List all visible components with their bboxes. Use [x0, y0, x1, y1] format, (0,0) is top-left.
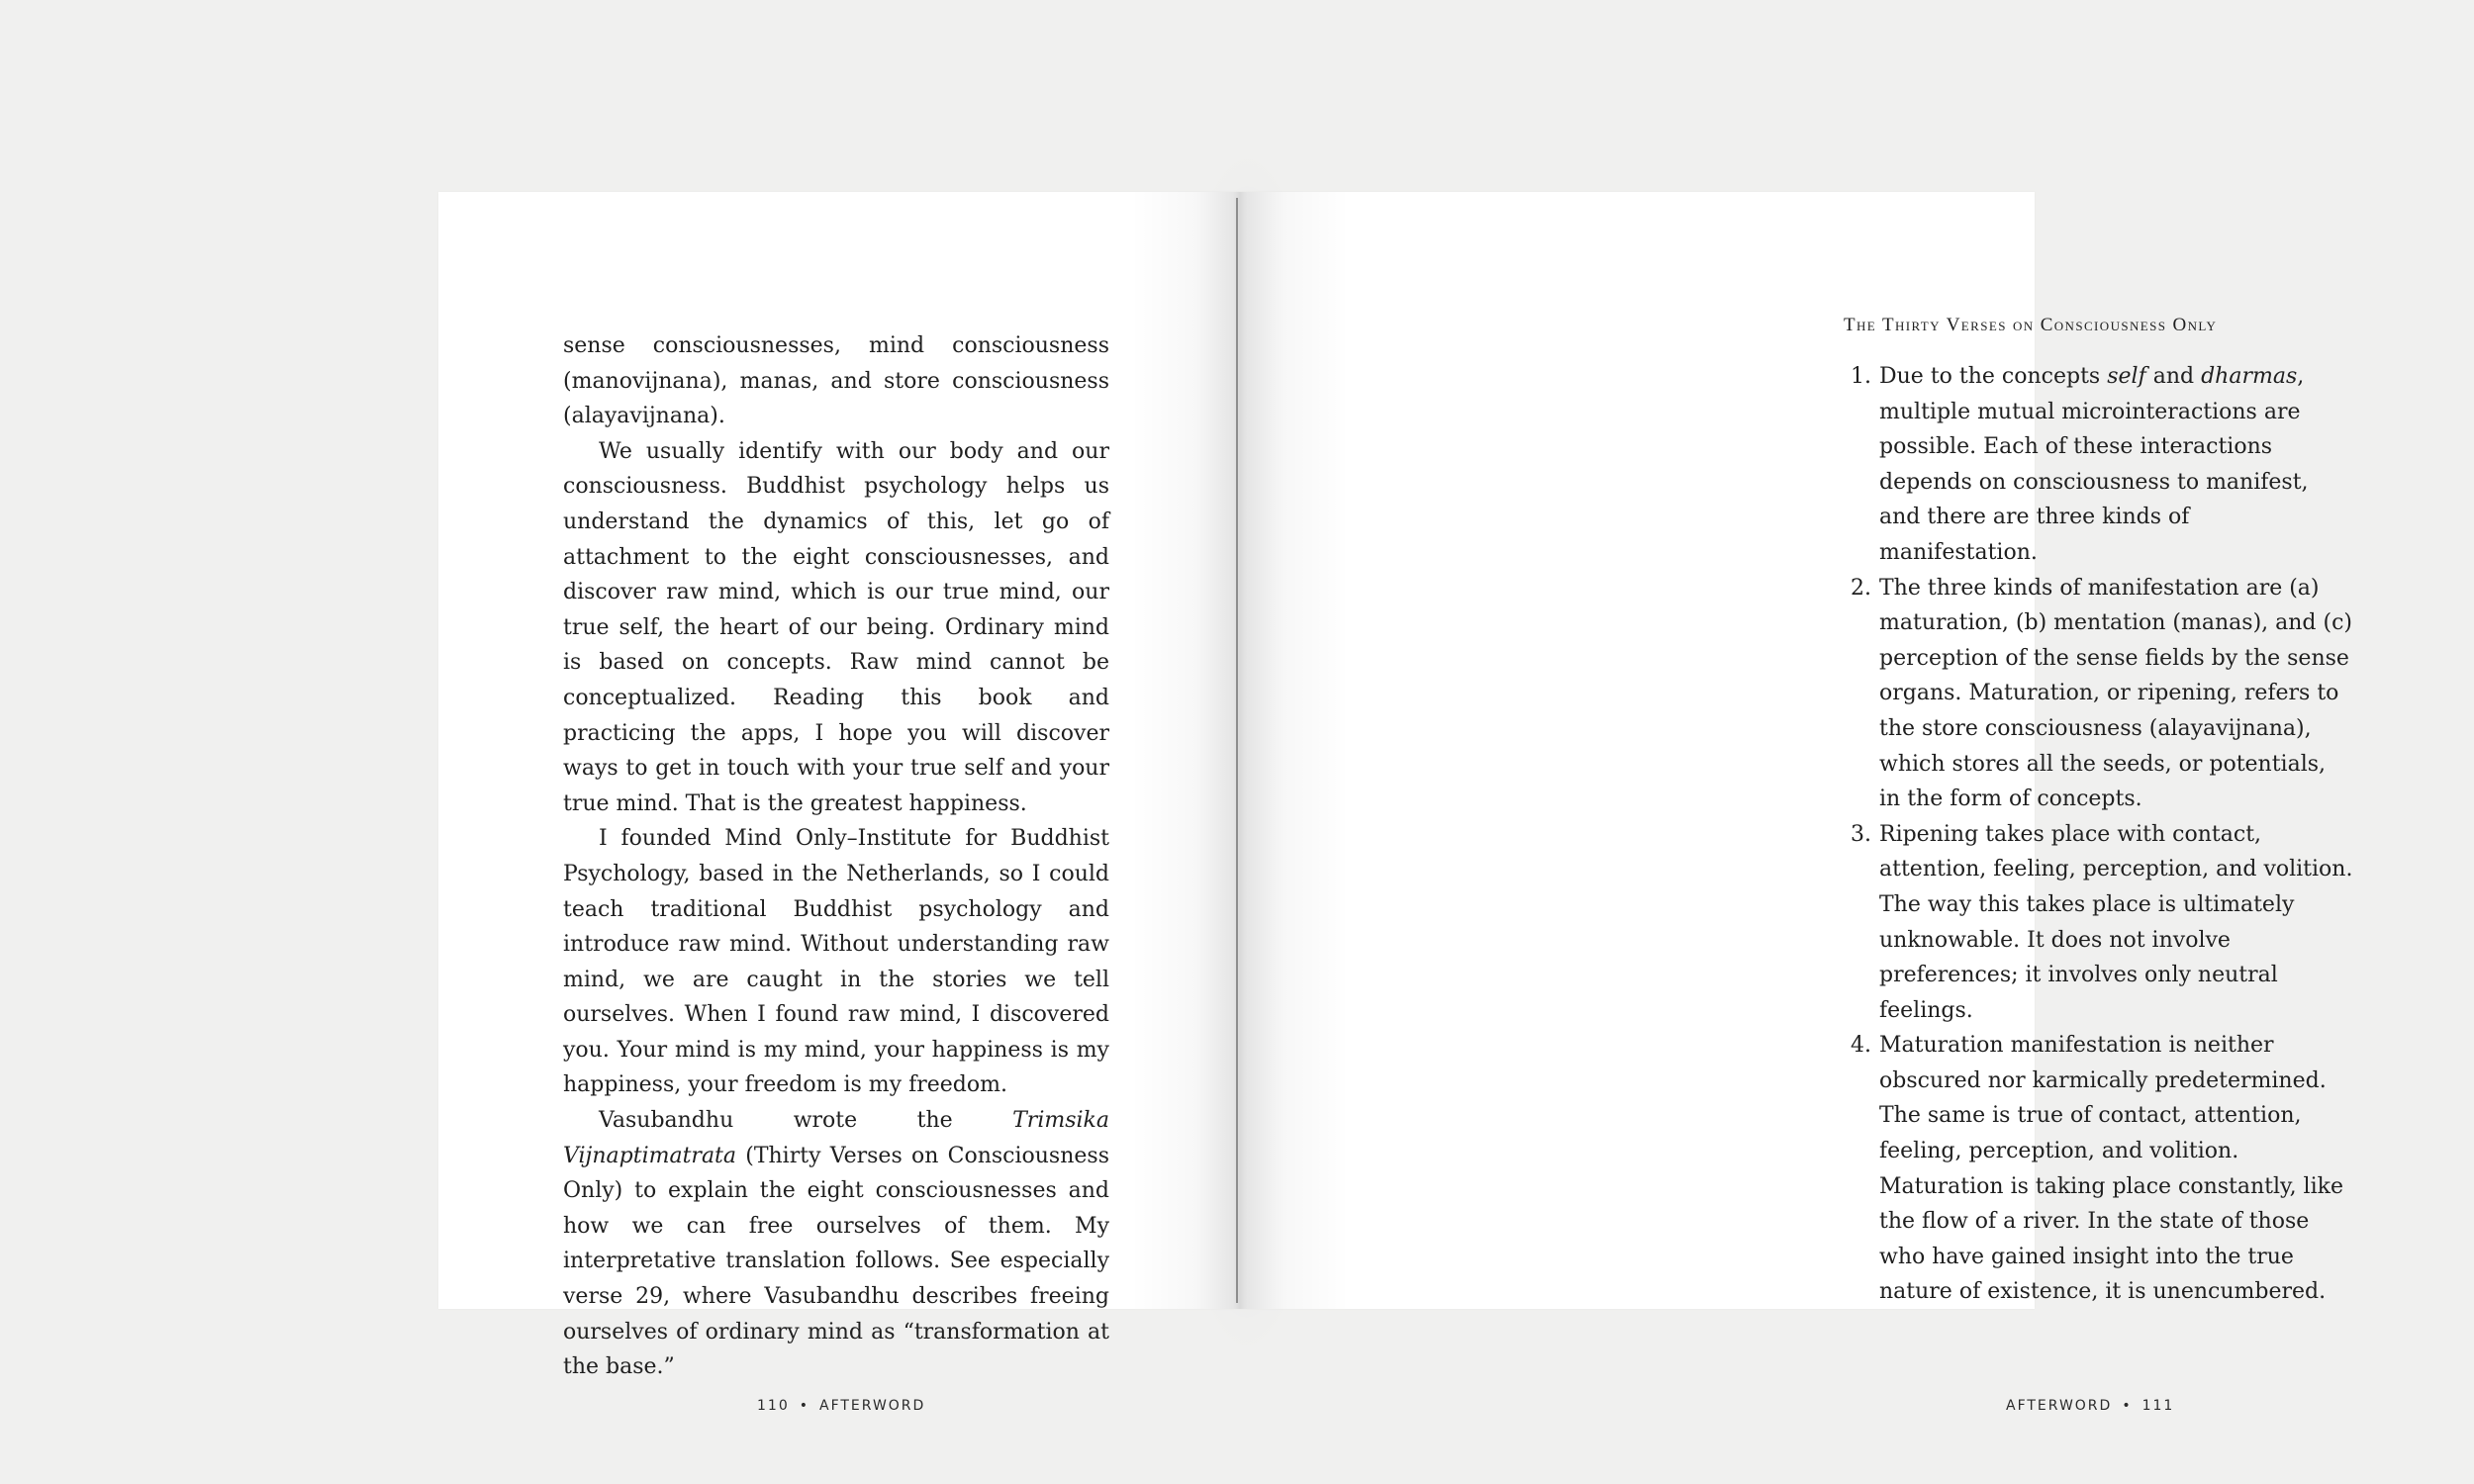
verse-text: The three kinds of manifestation are (a) maturation, (b) mentation (manas), and (c) perception of the sense fields by the sense organs. Maturation, or ripening, refers to the store consciousness (alayavijnana), which stores all the seeds, or potentials, in the form of concepts.	[1879, 575, 2352, 812]
verse-number: 1.	[1851, 364, 1871, 389]
spine-line	[1236, 198, 1238, 1303]
book-spread	[438, 192, 2353, 1414]
paragraph-text: (Thirty Verses on Consciousness Only) to explain the eight consciousnesses and how we can free ourselves of them. My interpretative translation follows. See especially verse 29, where Vasubandhu describes freeing ourselves of ordinary mind as “transformation at the base.”	[563, 1143, 1109, 1380]
paragraph-text: Vasubandhu wrote the	[599, 1108, 1013, 1134]
verse-text-part: Due to the concepts	[1879, 364, 2108, 389]
verse-number: 4.	[1851, 1033, 1871, 1059]
verse-text: Maturation manifestation is neither obscured nor karmically predetermined. The same is true of contact, attention, feeling, perception, and volition. Maturation is taking place constantly, like the flow of a river. In the state of those who have gained insight into the true nature of existence, it is unencumbered.	[1879, 1033, 2343, 1305]
page-number: 111	[2141, 1398, 2175, 1414]
running-head: The Thirty Verses on Consciousness Only	[1844, 315, 2218, 335]
verse-term: dharmas	[2201, 364, 2298, 389]
verse-number: 2.	[1851, 575, 1871, 601]
left-folio	[757, 1398, 925, 1414]
folio-separator: •	[2122, 1398, 2133, 1414]
verse-text-part: and	[2145, 364, 2202, 389]
folio-separator: •	[799, 1398, 809, 1414]
section-name: AFTERWORD	[819, 1398, 926, 1414]
verse-text	[1879, 364, 2309, 565]
book-title: Trimsika Vijnaptimatrata	[563, 1108, 1109, 1168]
left-page-body	[563, 328, 1109, 1385]
paragraph: sense consciousnesses, mind consciousness (manovijnana), manas, and store consciousness (alayavijnana).	[563, 333, 1109, 429]
right-folio	[2006, 1398, 2174, 1414]
left-page	[438, 192, 1236, 1414]
list-item	[1844, 1028, 2353, 1310]
verse-number: 3.	[1851, 821, 1871, 847]
verse-term: self	[2107, 364, 2146, 389]
section-name: AFTERWORD	[2006, 1398, 2113, 1414]
paragraph: I founded Mind Only–Institute for Buddhist Psychology, based in the Netherlands, so I could teach traditional Buddhist psychology and introduce raw mind. Without understanding raw mind, we are caught in the stories we tell ourselves. When I found raw mind, I discovered you. Your mind is my mind, your happiness is my happiness, your freedom is my freedom.	[563, 826, 1109, 1098]
paragraph: We usually identify with our body and our consciousness. Buddhist psychology helps us understand the dynamics of this, let go of attachment to the eight consciousnesses, and discover raw mind, which is our true mind, our true self, the heart of our being. Ordinary mind is based on concepts. Raw mind cannot be conceptualized. Reading this book and practicing the apps, I hope you will discover ways to get in touch with your true self and your true mind. That is the greatest happiness.	[563, 438, 1109, 816]
list-item	[1844, 571, 2353, 817]
verse-text: Ripening takes place with contact, attention, feeling, perception, and volition. The way this takes place is ultimately unknowable. It does not involve preferences; it involves only neutral feelings.	[1879, 821, 2353, 1023]
paragraph	[563, 1103, 1109, 1385]
right-page	[1236, 192, 2353, 1414]
verse-list	[1844, 359, 2353, 1310]
list-item	[1844, 359, 2353, 571]
verse-text-part: , multiple mutual microinteractions are possible. Each of these interactions depends on consciousness to manifest, and there are three kinds of manifestation.	[1879, 364, 2309, 565]
page-number: 110	[757, 1398, 790, 1414]
list-item	[1844, 817, 2353, 1029]
